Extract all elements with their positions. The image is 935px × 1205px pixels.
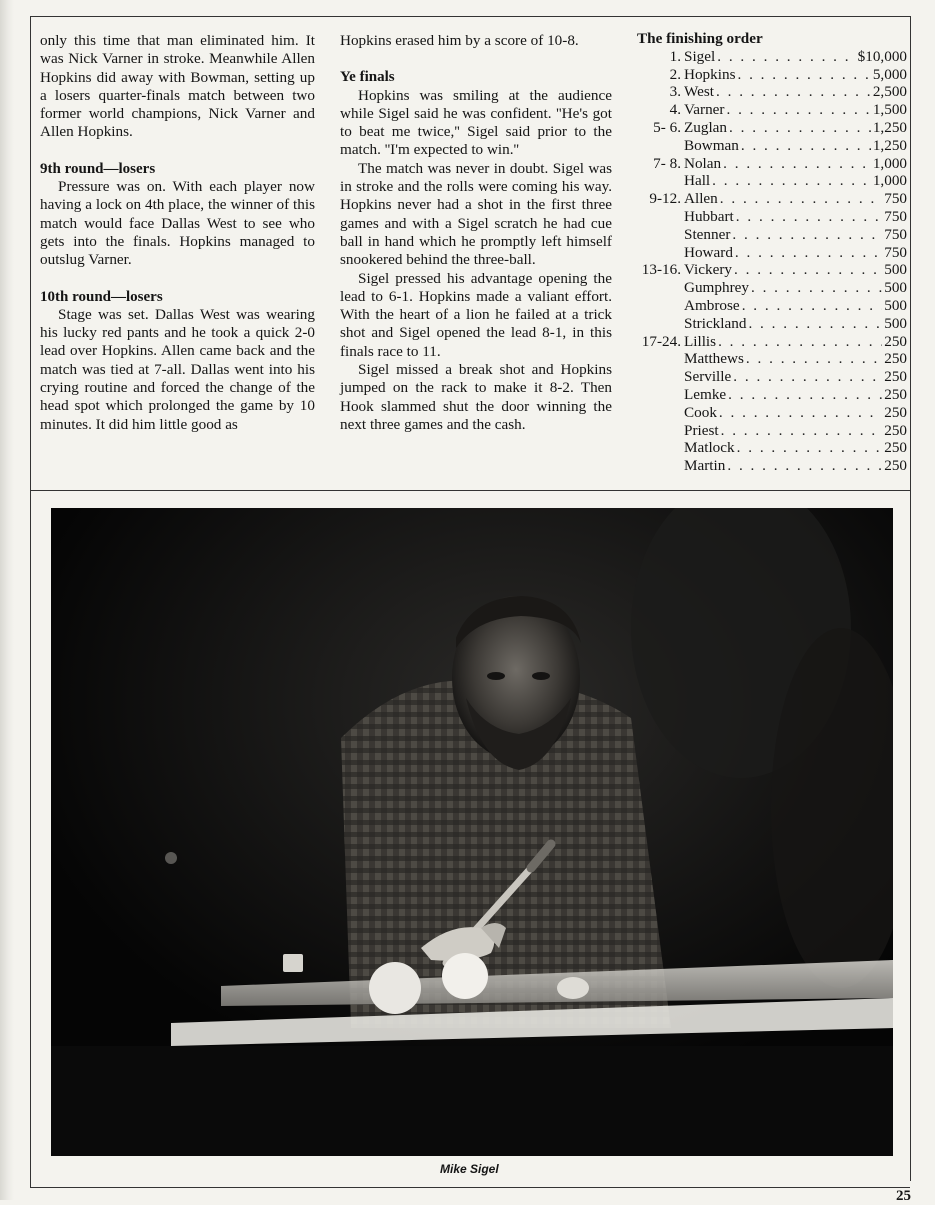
- finishing-prize: 500: [884, 261, 907, 279]
- paragraph-continued: Hopkins erased him by a score of 10-8.: [340, 32, 579, 49]
- leader-dots: [736, 208, 882, 226]
- finishing-prize: 500: [884, 279, 907, 297]
- finishing-player-name: Lemke: [684, 385, 727, 403]
- leader-dots: [735, 244, 882, 262]
- finishing-rank: 1.: [669, 47, 681, 65]
- finishing-rank: 5- 6.: [653, 118, 681, 136]
- finishing-player-name: Matthews: [684, 350, 744, 368]
- finishing-order-row: [633, 333, 907, 351]
- finishing-order-row: [633, 457, 907, 475]
- leader-dots: [729, 119, 871, 137]
- leader-dots: [742, 297, 883, 315]
- finishing-order-row: [633, 350, 907, 368]
- paragraph-intro: only this time that man eliminated him. It was Nick Varner in stroke. Meanwhile Allen Hopkins did away with Bowman, setting up a losers quarter-finals match between two former world champions, Nick Varner and Allen Hopkins.: [40, 32, 315, 141]
- article-column-1: [40, 32, 315, 434]
- finishing-prize: 750: [884, 243, 907, 261]
- finishing-player-name: Stenner: [684, 225, 731, 243]
- finishing-order-row: [633, 261, 907, 279]
- article-column-2: [340, 32, 612, 434]
- top-rule: [30, 16, 910, 17]
- finishing-player-name: Matlock: [684, 439, 735, 457]
- paragraph-finals-4: Sigel missed a break shot and Hopkins jumped on the rack to make it 8-2. Then Hook slammed shut the door winning the next three games and the cash.: [340, 361, 612, 433]
- leader-dots: [737, 66, 870, 84]
- right-rule: [910, 16, 911, 1181]
- finishing-prize: 1,000: [872, 154, 907, 172]
- finishing-player-name: Varner: [684, 101, 725, 119]
- section-divider: [30, 490, 910, 491]
- finishing-rank: 17-24.: [641, 332, 681, 350]
- left-rule: [30, 16, 31, 1188]
- finishing-player-name: Nolan: [684, 154, 722, 172]
- finishing-player-name: Sigel: [684, 47, 716, 65]
- leader-dots: [723, 155, 871, 173]
- finishing-player-name: Strickland: [684, 314, 747, 332]
- finishing-order-row: [633, 137, 907, 155]
- leader-dots: [751, 279, 882, 297]
- finishing-player-name: Bowman: [684, 136, 739, 154]
- leader-dots: [746, 350, 882, 368]
- paragraph-finals-1: Hopkins was smiling at the audience while Sigel said he was confident. ''He's got to beat me twice,'' Sigel said prior to the match. ''I'm expected to win.'': [340, 86, 612, 159]
- finishing-order-row: [633, 279, 907, 297]
- finishing-prize: 250: [884, 385, 907, 403]
- finishing-prize: 250: [884, 457, 907, 475]
- paragraph-finals-2: The match was never in doubt. Sigel was in stroke and the rolls were coming his way. Hopkins never had a shot in the first three games and with a Sigel scratch he had cue ball in hand which he promptly left himself snookered behind the three-ball.: [340, 159, 612, 269]
- leader-dots: [728, 386, 882, 404]
- paragraph-9th-round: Pressure was on. With each player now having a lock on 4th place, the winner of this match would face Dallas West to see who gets into the finals. Hopkins managed to outslug Varner.: [40, 178, 315, 269]
- finishing-prize: 5,000: [872, 65, 907, 83]
- photo-caption: Mike Sigel: [440, 1162, 499, 1176]
- finishing-prize: 500: [884, 296, 907, 314]
- finishing-order-row: [633, 83, 907, 101]
- finishing-player-name: Cook: [684, 403, 717, 421]
- finishing-order-row: [633, 404, 907, 422]
- heading-finals: Ye finals: [340, 69, 395, 86]
- finishing-order-row: [633, 422, 907, 440]
- finishing-order-row: [633, 48, 907, 66]
- photo-image: [51, 508, 893, 1156]
- finishing-prize: 250: [884, 421, 907, 439]
- finishing-player-name: Lillis: [684, 332, 717, 350]
- finishing-order-title: The finishing order: [637, 30, 763, 47]
- finishing-rank: 13-16.: [641, 261, 681, 279]
- heading-10th-round: 10th round—losers: [40, 288, 163, 305]
- finishing-prize: 250: [884, 439, 907, 457]
- leader-dots: [737, 439, 883, 457]
- leader-dots: [718, 333, 882, 351]
- finishing-prize: 250: [884, 350, 907, 368]
- finishing-prize: 250: [884, 368, 907, 386]
- finishing-prize: 750: [884, 190, 907, 208]
- finishing-player-name: Allen: [684, 190, 718, 208]
- finishing-order-table: [633, 30, 907, 475]
- finishing-prize: 2,500: [872, 83, 907, 101]
- finishing-order-row: [633, 297, 907, 315]
- finishing-prize: 250: [884, 403, 907, 421]
- heading-9th-round: 9th round—losers: [40, 160, 156, 177]
- page-number: 25: [896, 1188, 911, 1204]
- finishing-order-row: [633, 244, 907, 262]
- finishing-order-row: [633, 368, 907, 386]
- leader-dots: [732, 226, 882, 244]
- paragraph-10th-round: Stage was set. Dallas West was wearing his lucky red pants and he took a quick 2-0 lead over Hopkins. Allen came back and the match was tied at 7-all. Dallas went into his crying routine and forced the change of the head spot which prolonged the game by 10 minutes. It did him little good as: [40, 305, 315, 433]
- finishing-player-name: Priest: [684, 421, 719, 439]
- finishing-order-row: [633, 226, 907, 244]
- leader-dots: [712, 172, 871, 190]
- finishing-order-row: [633, 315, 907, 333]
- finishing-order-row: [633, 155, 907, 173]
- finishing-player-name: Vickery: [684, 261, 733, 279]
- finishing-player-name: Gumphrey: [684, 279, 749, 297]
- finishing-prize: 750: [884, 207, 907, 225]
- leader-dots: [720, 190, 882, 208]
- finishing-player-name: Howard: [684, 243, 733, 261]
- leader-dots: [716, 83, 871, 101]
- page-edge: [0, 0, 14, 1200]
- finishing-player-name: Zuglan: [684, 118, 728, 136]
- finishing-player-name: Hubbart: [684, 207, 734, 225]
- finishing-prize: 1,000: [872, 172, 907, 190]
- player-photo: [51, 508, 893, 1156]
- finishing-rank: 4.: [669, 101, 681, 119]
- finishing-player-name: Martin: [684, 457, 726, 475]
- finishing-prize: 1,500: [872, 101, 907, 119]
- finishing-order-row: [633, 190, 907, 208]
- finishing-order-row: [633, 101, 907, 119]
- leader-dots: [741, 137, 871, 155]
- bottom-rule: [30, 1187, 910, 1188]
- finishing-order-rows: [633, 48, 907, 475]
- leader-dots: [717, 48, 855, 66]
- finishing-order-row: [633, 439, 907, 457]
- finishing-player-name: Ambrose: [684, 296, 740, 314]
- finishing-prize: 1,250: [872, 118, 907, 136]
- finishing-rank: 3.: [669, 83, 681, 101]
- leader-dots: [721, 422, 883, 440]
- leader-dots: [726, 101, 870, 119]
- finishing-prize: $10,000: [857, 47, 907, 65]
- leader-dots: [733, 368, 882, 386]
- leader-dots: [734, 261, 882, 279]
- finishing-player-name: Serville: [684, 368, 732, 386]
- leader-dots: [727, 457, 882, 475]
- finishing-order-row: [633, 119, 907, 137]
- finishing-rank: 9-12.: [649, 190, 681, 208]
- finishing-prize: 250: [884, 332, 907, 350]
- finishing-player-name: West: [684, 83, 714, 101]
- finishing-order-row: [633, 172, 907, 190]
- paragraph-finals-3: Sigel pressed his advantage opening the lead to 6-1. Hopkins made a valiant effort. With the heart of a lion he failed at a trick shot and Sigel opened the lead 8-1, in this finals race to 11.: [340, 269, 612, 360]
- finishing-order-row: [633, 386, 907, 404]
- finishing-order-row: [633, 66, 907, 84]
- finishing-prize: 1,250: [872, 136, 907, 154]
- finishing-player-name: Hopkins: [684, 65, 736, 83]
- finishing-order-row: [633, 208, 907, 226]
- finishing-player-name: Hall: [684, 172, 711, 190]
- finishing-rank: 2.: [669, 65, 681, 83]
- finishing-prize: 500: [884, 314, 907, 332]
- finishing-prize: 750: [884, 225, 907, 243]
- finishing-rank: 7- 8.: [653, 154, 681, 172]
- leader-dots: [748, 315, 882, 333]
- leader-dots: [719, 404, 882, 422]
